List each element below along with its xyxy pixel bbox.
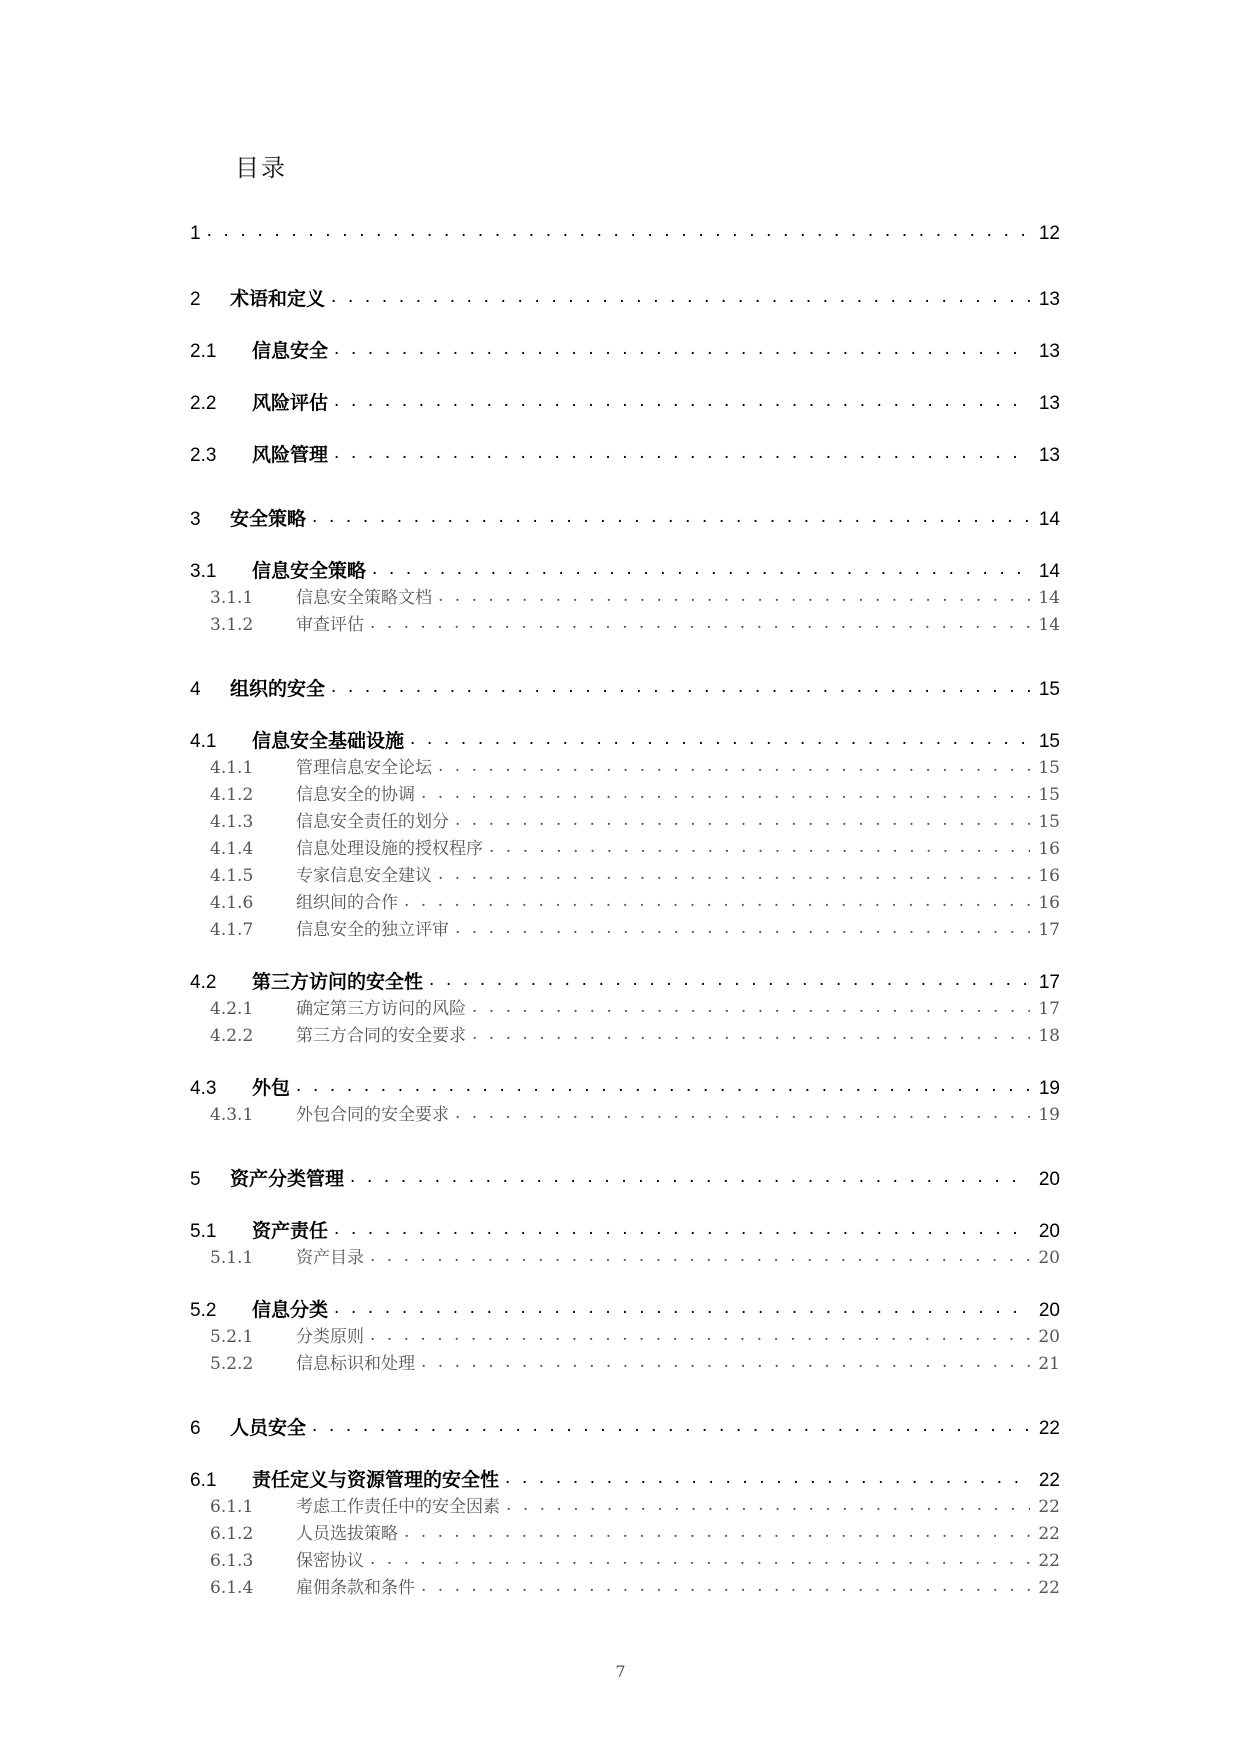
toc-entry-number: 4.1.3 — [210, 812, 254, 832]
toc-entry-page: 15 — [1038, 785, 1060, 805]
toc-dot-leader — [505, 1467, 1030, 1486]
toc-entry[interactable] — [190, 583, 1060, 609]
toc-entry[interactable] — [190, 440, 1060, 466]
toc-entry-title: 专家信息安全建议 — [296, 866, 432, 886]
toc-entry-number: 5.2 — [190, 1300, 217, 1321]
toc-entry-page: 19 — [1038, 1105, 1060, 1125]
toc-entry-title: 风险评估 — [252, 393, 329, 414]
toc-dot-leader — [331, 676, 1030, 695]
toc-entry-number: 6.1.3 — [210, 1551, 254, 1571]
toc-entry-page: 18 — [1038, 1026, 1060, 1046]
toc-entry-title: 第三方合同的安全要求 — [296, 1026, 466, 1046]
toc-entry-title: 信息安全的协调 — [296, 785, 415, 805]
toc-entry-page: 19 — [1038, 1078, 1060, 1099]
toc-title: 目录 — [235, 154, 287, 182]
toc-entry-title: 人员选拔策略 — [296, 1524, 398, 1544]
toc-entry-number: 3.1.1 — [210, 588, 254, 608]
toc-entry-number: 1 — [190, 223, 201, 244]
toc-entry-title: 人员安全 — [230, 1418, 307, 1439]
toc-dot-leader — [370, 1246, 1030, 1263]
toc-entry-page: 13 — [1038, 445, 1060, 466]
toc-entry-title: 信息安全责任的划分 — [296, 812, 449, 832]
toc-dot-leader — [334, 1297, 1030, 1316]
toc-entry-number: 2.3 — [190, 445, 217, 466]
toc-entry-page: 22 — [1038, 1524, 1060, 1544]
toc-entry-number: 6 — [190, 1418, 201, 1439]
toc-dot-leader — [410, 728, 1030, 747]
toc-dot-leader — [372, 558, 1030, 577]
toc-entry-number: 3.1.2 — [210, 615, 254, 635]
toc-dot-leader — [331, 286, 1030, 305]
toc-entry[interactable] — [190, 753, 1060, 779]
toc-entry-title: 安全策略 — [230, 509, 307, 530]
toc-entry-number: 5 — [190, 1169, 201, 1190]
toc-dot-leader — [370, 613, 1030, 630]
toc-dot-leader — [334, 390, 1030, 409]
toc-entry-title: 组织间的合作 — [296, 893, 398, 913]
toc-dot-leader — [455, 810, 1030, 827]
toc-entry-number: 4.1.4 — [210, 839, 254, 859]
toc-entry-number: 4.3.1 — [210, 1105, 254, 1125]
toc-entry-title: 雇佣条款和条件 — [296, 1578, 415, 1598]
toc-entry-number: 5.2.1 — [210, 1327, 254, 1347]
toc-entry-number: 3 — [190, 509, 201, 530]
toc-entry-number: 4.3 — [190, 1078, 217, 1099]
toc-entry[interactable] — [190, 1546, 1060, 1572]
toc-entry-page: 16 — [1038, 866, 1060, 886]
toc-entry-title: 信息安全策略 — [252, 561, 367, 582]
toc-entry-number: 6.1 — [190, 1470, 217, 1491]
toc-entry-title: 组织的安全 — [230, 679, 326, 700]
toc-entry[interactable] — [190, 1413, 1060, 1439]
toc-entry-title: 风险管理 — [252, 445, 329, 466]
toc-dot-leader — [370, 1549, 1030, 1566]
toc-entry-number: 4.2 — [190, 972, 217, 993]
toc-dot-leader — [489, 837, 1030, 854]
toc-dot-leader — [296, 1075, 1030, 1094]
toc-dot-leader — [312, 1415, 1030, 1434]
toc-entry-page: 22 — [1038, 1551, 1060, 1571]
toc-entry-title: 分类原则 — [296, 1327, 364, 1347]
toc-entry-page: 22 — [1038, 1578, 1060, 1598]
toc-entry[interactable] — [190, 610, 1060, 636]
toc-dot-leader — [506, 1495, 1030, 1512]
toc-entry[interactable] — [190, 556, 1060, 582]
toc-entry[interactable] — [190, 284, 1060, 310]
toc-entry-number: 4.2.1 — [210, 999, 254, 1019]
toc-entry-title: 外包合同的安全要求 — [296, 1105, 449, 1125]
toc-entry[interactable] — [190, 834, 1060, 860]
toc-entry[interactable] — [190, 1021, 1060, 1047]
toc-dot-leader — [350, 1166, 1030, 1185]
toc-entry[interactable] — [190, 388, 1060, 414]
toc-entry-number: 4.1.1 — [210, 758, 254, 778]
toc-entry-page: 22 — [1038, 1418, 1060, 1439]
toc-dot-leader — [207, 220, 1030, 239]
toc-entry-number: 6.1.2 — [210, 1524, 254, 1544]
toc-entry[interactable] — [190, 1216, 1060, 1242]
toc-entry-page: 20 — [1038, 1169, 1060, 1190]
toc-dot-leader — [472, 997, 1030, 1014]
toc-entry-title: 信息安全基础设施 — [252, 731, 405, 752]
toc-entry-title: 信息安全的独立评审 — [296, 920, 449, 940]
toc-entry-page: 22 — [1038, 1497, 1060, 1517]
toc-entry[interactable] — [190, 1243, 1060, 1269]
toc-entry[interactable] — [190, 1465, 1060, 1491]
toc-dot-leader — [404, 891, 1030, 908]
toc-entry-page: 20 — [1038, 1248, 1060, 1268]
toc-entry-title: 确定第三方访问的风险 — [296, 999, 466, 1019]
toc-entry-title: 审查评估 — [296, 615, 364, 635]
toc-entry[interactable] — [190, 1295, 1060, 1321]
toc-entry-page: 15 — [1038, 812, 1060, 832]
toc-entry[interactable] — [190, 336, 1060, 362]
toc-entry-title: 资产目录 — [296, 1248, 364, 1268]
toc-entry-number: 2 — [190, 289, 201, 310]
toc-entry-page: 20 — [1038, 1327, 1060, 1347]
toc-entry[interactable] — [190, 807, 1060, 833]
toc-entry-title: 考虑工作责任中的安全因素 — [296, 1497, 500, 1517]
toc-entry-title: 术语和定义 — [230, 289, 326, 310]
toc-entry-number: 5.1.1 — [210, 1248, 254, 1268]
toc-dot-leader — [429, 969, 1030, 988]
toc-entry[interactable] — [190, 1164, 1060, 1190]
toc-entry-title: 信息分类 — [252, 1300, 329, 1321]
toc-entry-page: 14 — [1038, 588, 1060, 608]
toc-entry[interactable] — [190, 780, 1060, 806]
toc-dot-leader — [472, 1024, 1030, 1041]
toc-entry[interactable] — [190, 915, 1060, 941]
toc-entry-title: 信息安全策略文档 — [296, 588, 432, 608]
toc-entry[interactable] — [190, 1519, 1060, 1545]
toc-entry-title: 管理信息安全论坛 — [296, 758, 432, 778]
toc-entry-title: 信息标识和处理 — [296, 1354, 415, 1374]
toc-entry-number: 4.1.6 — [210, 893, 254, 913]
toc-entry[interactable] — [190, 674, 1060, 700]
toc-entry-title: 第三方访问的安全性 — [252, 972, 424, 993]
toc-dot-leader — [421, 1576, 1030, 1593]
toc-dot-leader — [438, 586, 1030, 603]
toc-entry-page: 17 — [1038, 920, 1060, 940]
toc-entry-title: 外包 — [252, 1078, 291, 1099]
toc-entry-page: 22 — [1038, 1470, 1060, 1491]
toc-entry-title: 信息安全 — [252, 341, 329, 362]
toc-entry-number: 2.2 — [190, 393, 217, 414]
toc-entry[interactable] — [190, 1573, 1060, 1599]
toc-entry[interactable] — [190, 888, 1060, 914]
toc-entry-number: 4 — [190, 679, 201, 700]
toc-entry-page: 13 — [1038, 393, 1060, 414]
toc-entry-page: 15 — [1038, 758, 1060, 778]
toc-entry-page: 14 — [1038, 509, 1060, 530]
toc-entry-page: 16 — [1038, 893, 1060, 913]
toc-entry-page: 12 — [1038, 223, 1060, 244]
toc-entry-title: 责任定义与资源管理的安全性 — [252, 1470, 500, 1491]
toc-entry-number: 6.1.4 — [210, 1578, 254, 1598]
toc-entry-title: 保密协议 — [296, 1551, 364, 1571]
toc-entry-page: 20 — [1038, 1300, 1060, 1321]
toc-entry-page: 13 — [1038, 289, 1060, 310]
toc-entry-number: 4.1.7 — [210, 920, 254, 940]
toc-entry[interactable] — [190, 967, 1060, 993]
page-number: 7 — [615, 1662, 626, 1681]
toc-entry[interactable] — [190, 861, 1060, 887]
toc-entry-page: 17 — [1038, 972, 1060, 993]
toc-dot-leader — [370, 1325, 1030, 1342]
toc-entry[interactable] — [190, 1349, 1060, 1375]
toc-dot-leader — [438, 864, 1030, 881]
toc-entry[interactable] — [190, 726, 1060, 752]
toc-entry-number: 4.2.2 — [210, 1026, 254, 1046]
toc-entry-page: 14 — [1038, 561, 1060, 582]
toc-entry-page: 21 — [1038, 1354, 1060, 1374]
toc-entry[interactable] — [190, 1322, 1060, 1348]
toc-entry[interactable] — [190, 504, 1060, 530]
toc-entry-number: 6.1.1 — [210, 1497, 254, 1517]
toc-dot-leader — [334, 1218, 1030, 1237]
toc-dot-leader — [334, 442, 1030, 461]
toc-entry-number: 2.1 — [190, 341, 217, 362]
toc-entry-number: 5.1 — [190, 1221, 217, 1242]
toc-entry[interactable] — [190, 1492, 1060, 1518]
toc-dot-leader — [455, 918, 1030, 935]
toc-entry[interactable] — [190, 220, 1060, 246]
toc-entry-number: 3.1 — [190, 561, 217, 582]
toc-entry-page: 13 — [1038, 341, 1060, 362]
toc-entry-number: 4.1 — [190, 731, 217, 752]
toc-entry-title: 资产分类管理 — [230, 1169, 345, 1190]
toc-entry-number: 4.1.5 — [210, 866, 254, 886]
toc-dot-leader — [334, 338, 1030, 357]
toc-dot-leader — [404, 1522, 1030, 1539]
toc-dot-leader — [455, 1103, 1030, 1120]
toc-entry-page: 15 — [1038, 731, 1060, 752]
toc-entry[interactable] — [190, 994, 1060, 1020]
toc-dot-leader — [421, 783, 1030, 800]
toc-entry-page: 16 — [1038, 839, 1060, 859]
toc-entry-page: 20 — [1038, 1221, 1060, 1242]
toc-dot-leader — [438, 756, 1030, 773]
toc-entry-page: 15 — [1038, 679, 1060, 700]
toc-entry-title: 资产责任 — [252, 1221, 329, 1242]
toc-dot-leader — [421, 1352, 1030, 1369]
toc-entry-page: 14 — [1038, 615, 1060, 635]
toc-entry-number: 4.1.2 — [210, 785, 254, 805]
toc-entry[interactable] — [190, 1073, 1060, 1099]
toc-entry-title: 信息处理设施的授权程序 — [296, 839, 483, 859]
toc-entry-number: 5.2.2 — [210, 1354, 254, 1374]
toc-entry[interactable] — [190, 1100, 1060, 1126]
toc-dot-leader — [312, 506, 1030, 525]
toc-entry-page: 17 — [1038, 999, 1060, 1019]
